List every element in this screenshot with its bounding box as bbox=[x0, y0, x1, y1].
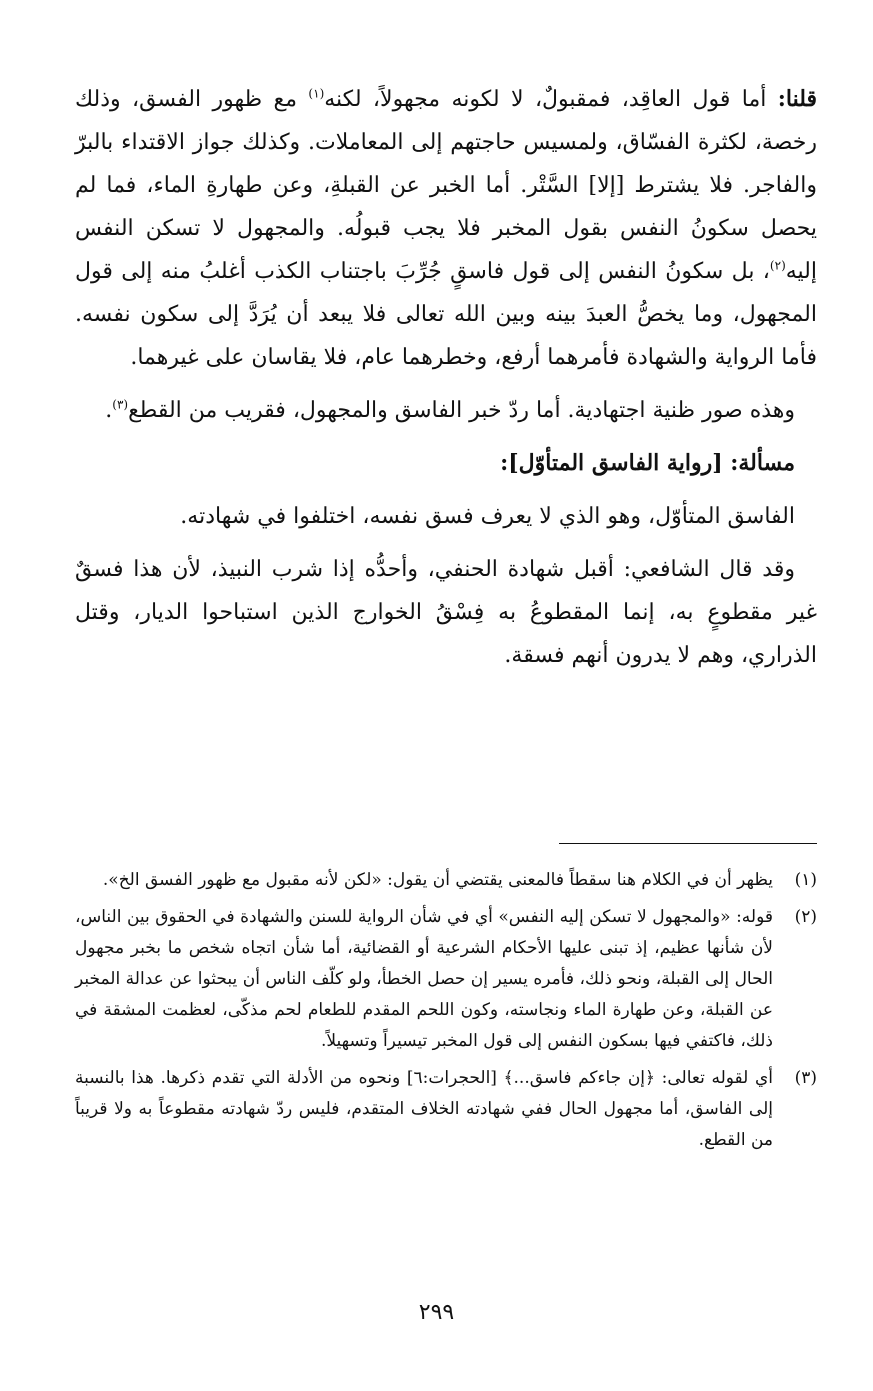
footnote-3 bbox=[75, 1063, 817, 1156]
paragraph-4: وقد قال الشافعي: أقبل شهادة الحنفي، وأحدُّه إذا شرب النبيذ، لأن هذا فسقٌ غير مقطوعٍ به، إنما المقطوعُ به فِسْقُ الخوارج الذين استباحوا الديار، وقتل الذراري، وهم لا يدرون أنهم فسقة. bbox=[75, 557, 817, 668]
page-number: ٢٩٩ bbox=[418, 1300, 455, 1325]
footnote-ref-1: (١) bbox=[308, 86, 325, 101]
paragraph-3: الفاسق المتأوّل، وهو الذي لا يعرف فسق نفسه، اختلفوا في شهادته. bbox=[180, 504, 795, 529]
paragraph-text: مع ظهور الفسق، وذلك رخصة، لكثرة الفسّاق، ولمسيس حاجتهم إلى المعاملات. وكذلك جواز الاقتداء بالبرّ والفاجر. فلا يشترط [إلا] السَّتْر. أما الخبر عن القبلةِ، وعن طهارةِ الماء، فما لم يحصل سكونُ النفس بقول المخبر فلا يجب قبولُه. والمجهول لا تسكن النفس إليه bbox=[75, 87, 817, 284]
footnote-number: (١) bbox=[794, 870, 817, 890]
paragraph-text: أما قول العاقِد، فمقبولٌ، لا لكونه مجهولاً، لكنه bbox=[324, 87, 767, 112]
footnote-divider bbox=[559, 843, 817, 844]
issue-heading: مسألة: [رواية الفاسق المتأوّل]: bbox=[500, 450, 795, 476]
paragraph-text: . bbox=[105, 398, 113, 423]
footnote-2 bbox=[75, 902, 817, 1057]
footnote-text: أي لقوله تعالى: ﴿إن جاءكم فاسق...﴾ [الحجرات:٦] ونحوه من الأدلة التي تقدم ذكرها. هذا بالنسبة إلى الفاسق، أما مجهول الحال ففي شهادته الخلاف المتقدم، فليس ردّ شهادته مقطوعاً به ولا قريباً من القطع. bbox=[75, 1068, 773, 1150]
footnote-1 bbox=[75, 865, 817, 896]
footnotes bbox=[75, 865, 817, 1162]
footnote-ref-2: (٢) bbox=[769, 258, 786, 273]
paragraph-text: وهذه صور ظنية اجتهادية. أما ردّ خبر الفاسق والمجهول، فقريب من القطع bbox=[128, 398, 795, 423]
paragraph-lead: قلنا: bbox=[777, 86, 818, 112]
footnote-number: (٣) bbox=[794, 1068, 817, 1088]
footnote-text: قوله: «والمجهول لا تسكن إليه النفس» أي في شأن الرواية للسنن والشهادة في الحقوق بين الناس، لأن شأنها عظيم، إذ تبنى عليها الأحكام الشرعية أو القضائية، أما شأن اتجاه شخص ما بخبر مجهول الحال إلى القبلة، ونحو ذلك، فأمره يسير إن حصل الخطأ، ولو كلّف الناس أن يبحثوا عن عدالة المخبر عن القبلة، وعن طهارة الماء ونجاسته، وكون اللحم المقدم للطعام لحم مذكّى، لعظمت المشقة في ذلك، فاكتفي فيها بسكون النفس إلى قول المخبر تيسيراً وتسهيلاً. bbox=[75, 907, 773, 1051]
paragraph-1 bbox=[75, 78, 817, 379]
footnote-ref-3: (٣) bbox=[112, 397, 129, 412]
paragraph-2 bbox=[75, 389, 817, 432]
footnote-text: يظهر أن في الكلام هنا سقطاً فالمعنى يقتضي أن يقول: «لكن لأنه مقبول مع ظهور الفسق الخ». bbox=[102, 870, 773, 890]
main-text bbox=[75, 78, 817, 687]
paragraph-text: ، بل سكونُ النفس إلى قول فاسقٍ جُرِّبَ باجتناب الكذب أغلبُ منه إلى قول المجهول، وما يخصُّ العبدَ بينه وبين الله تعالى فلا يبعد أن يُرَدَّ إلى سكون نفسه. فأما الرواية والشهادة فأمرهما أرفع، وخطرهما عام، فلا يقاسان على غيرهما. bbox=[75, 259, 817, 370]
footnote-number: (٢) bbox=[794, 907, 817, 927]
